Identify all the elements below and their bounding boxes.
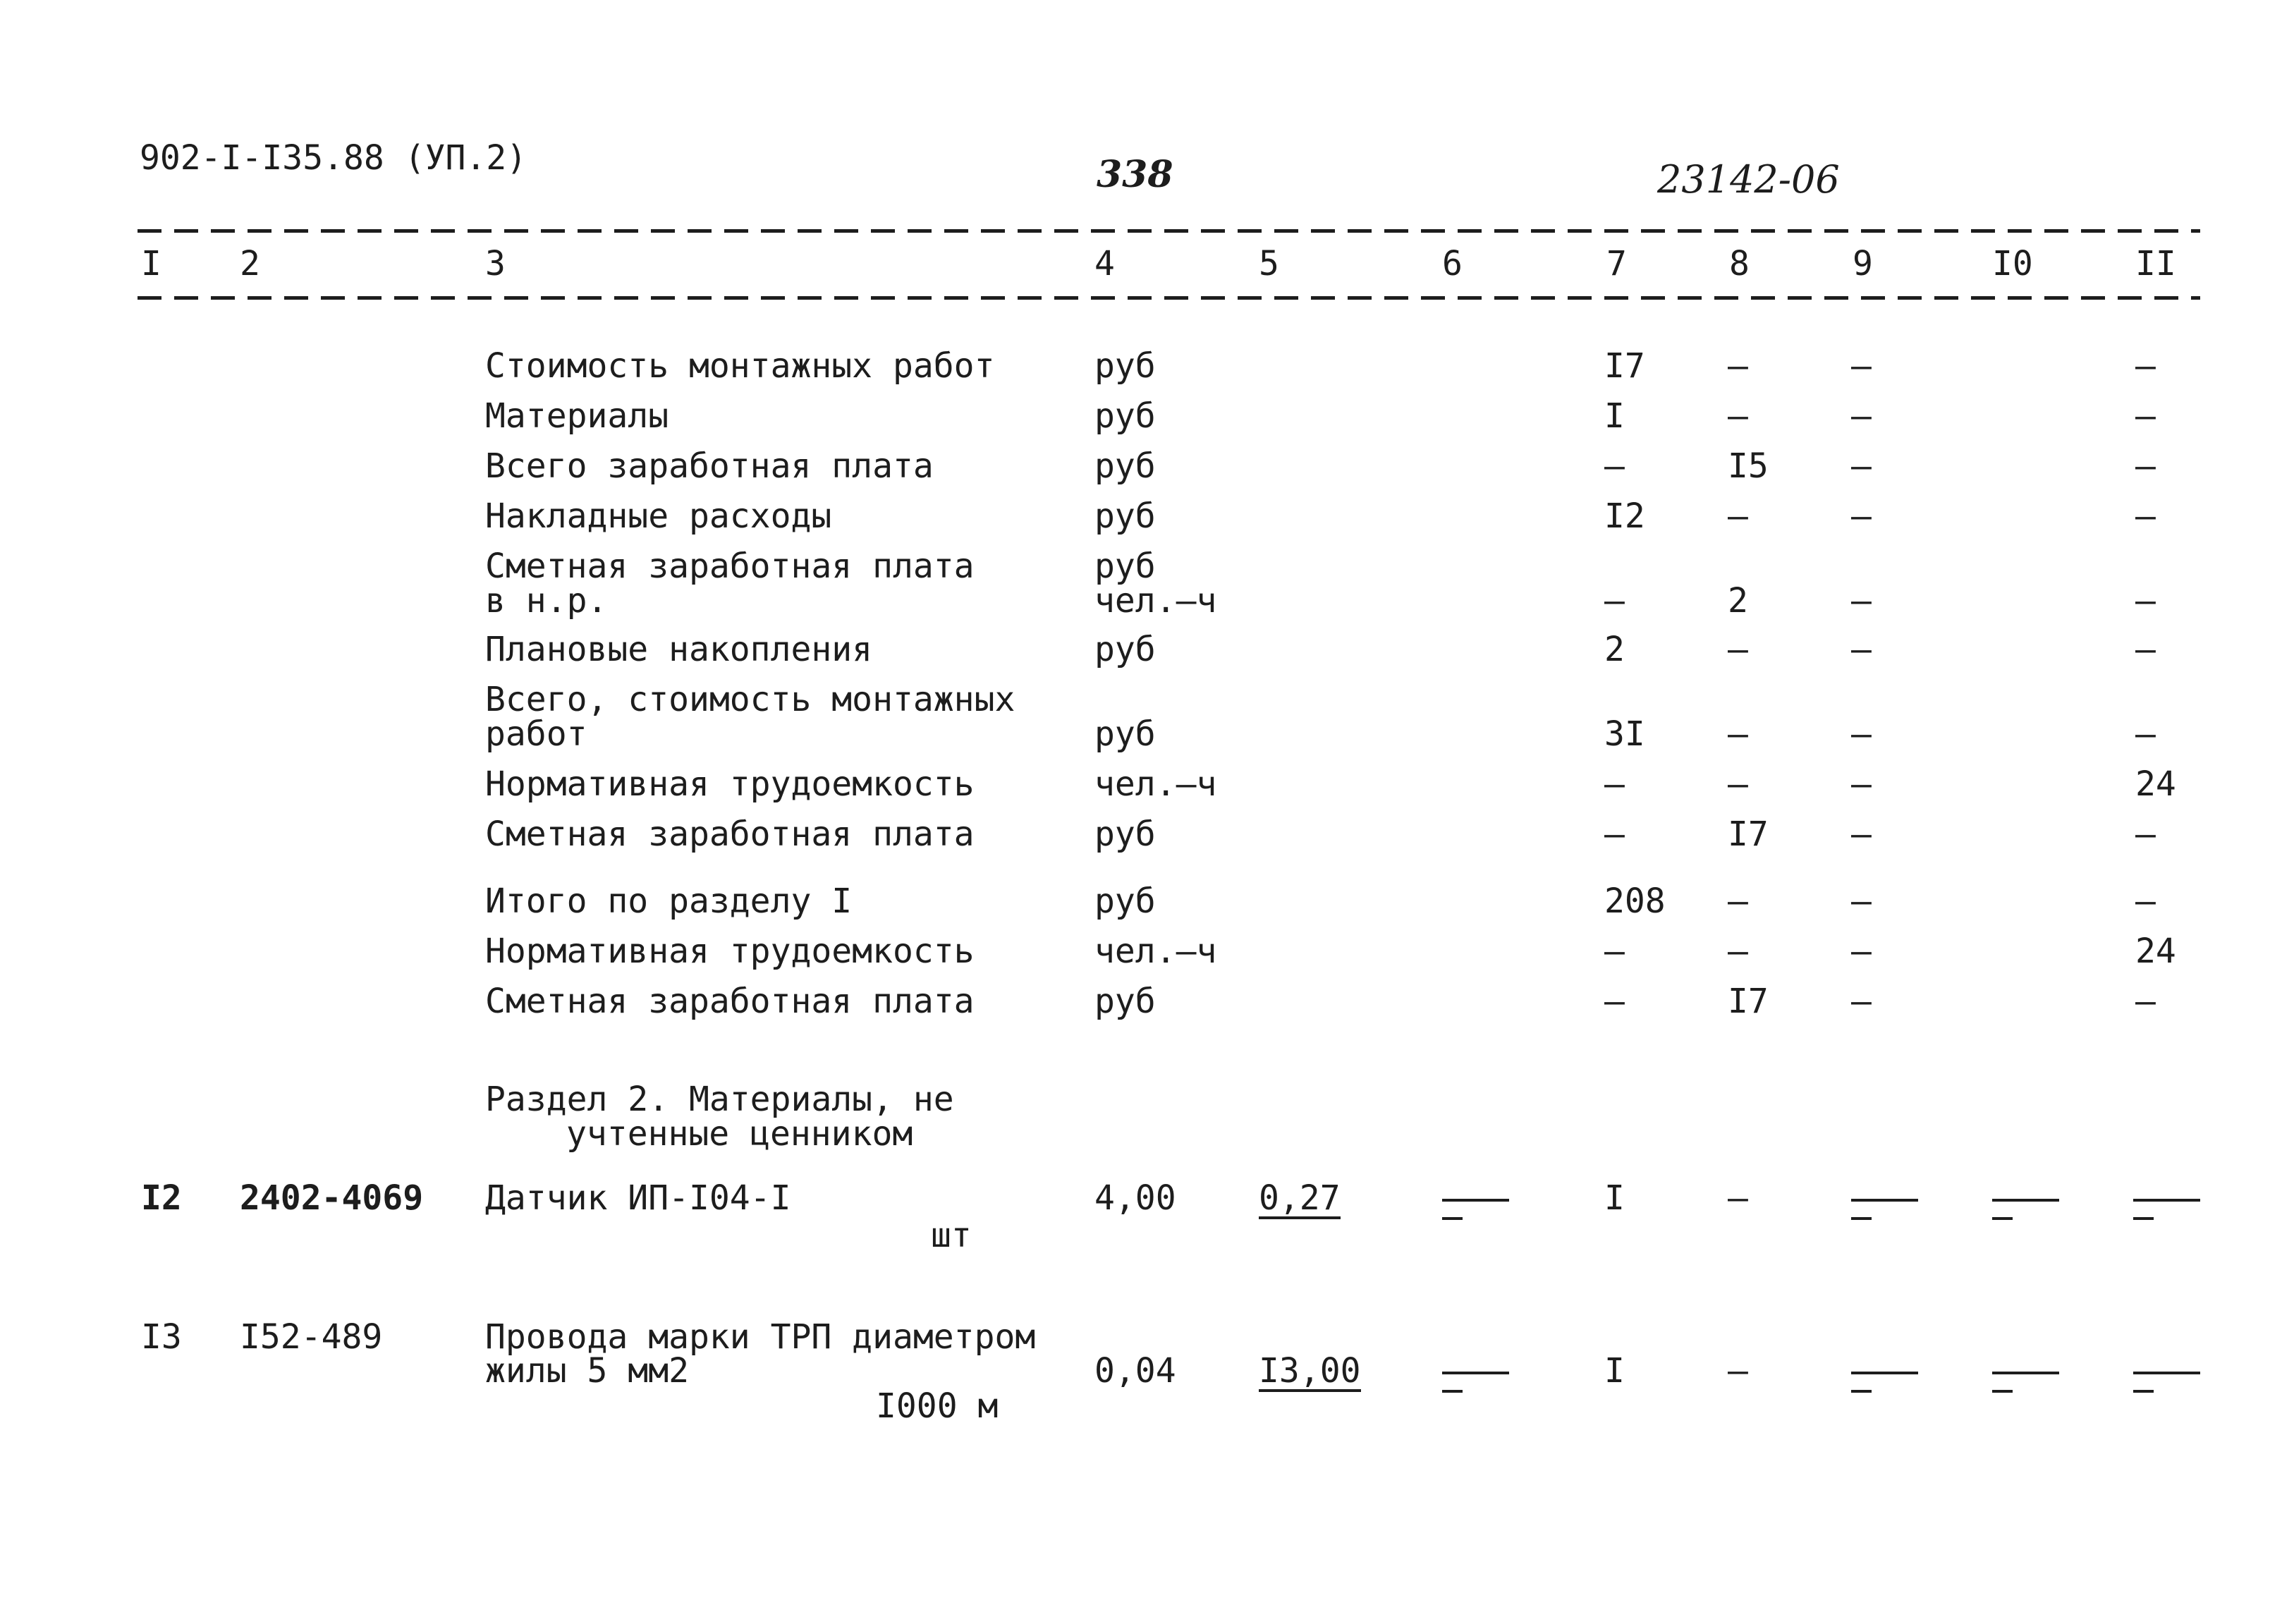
row-label: Материалы [485,396,669,436]
row-unit: руб [1094,714,1156,754]
col8-value: I7 [1728,982,1769,1021]
col6-dash-mark [1442,1364,1509,1396]
row-label: Стоимость монтажных работ [485,346,995,386]
item-code: 2402-4069 [240,1178,424,1218]
row-unit-secondary: чел.–ч [1094,581,1217,621]
section-title-continuation: учтенные ценником [566,1114,913,1154]
row-unit: руб [1094,496,1156,536]
item-number: I3 [141,1317,182,1357]
row-label: Сметная заработная плата [485,982,975,1021]
col11-value: 24 [2135,764,2176,804]
col8-value: 2 [1728,581,1748,621]
col8-value: – [1728,1351,1748,1391]
col7-value: 2 [1604,630,1625,669]
row-unit: чел.–ч [1094,764,1217,804]
col7-value: – [1604,932,1625,971]
col8-value: – [1728,1178,1748,1218]
row-unit: руб [1094,396,1156,436]
header-bottom-rule [138,296,2200,300]
col11-value: – [2135,630,2156,669]
col9-value: – [1851,581,1872,621]
col9-value: – [1851,630,1872,669]
col8-value: – [1728,630,1748,669]
item-unit: I000 м [876,1386,999,1426]
col8-value: I7 [1728,814,1769,854]
col9-value: – [1851,496,1872,536]
row-unit: руб [1094,630,1156,669]
col8-value: – [1728,932,1748,971]
col9-value: – [1851,714,1872,754]
col10-dash-mark [1992,1192,2059,1223]
col11-dash-mark [2133,1364,2200,1396]
item-name-continuation: жилы 5 мм2 [485,1351,689,1391]
col7-value: – [1604,581,1625,621]
col11-value: 24 [2135,932,2176,971]
col7-value: – [1604,982,1625,1021]
col9-dash-mark [1851,1364,1918,1396]
col7-value: I [1604,1178,1625,1218]
col8-value: – [1728,714,1748,754]
row-unit: руб [1094,446,1156,486]
row-label: Плановые накопления [485,630,873,669]
column-header: 8 [1729,244,1750,283]
col8-value: – [1728,764,1748,804]
row-unit: руб [1094,814,1156,854]
col9-value: – [1851,932,1872,971]
col7-value: I [1604,1351,1625,1391]
item-quantity: 0,04 [1094,1351,1176,1391]
col9-value: – [1851,881,1872,921]
col11-value: – [2135,581,2156,621]
row-label: Нормативная трудоемкость [485,764,975,804]
col10-dash-mark [1992,1364,2059,1396]
page-number: 338 [1097,153,1173,196]
row-label-continuation: в н.р. [485,581,608,621]
column-header: I0 [1992,244,2033,283]
document-code: 902-I-I35.88 (УП.2) [140,138,527,178]
row-label: Итого по разделу I [485,881,853,921]
row-label: Сметная заработная плата [485,814,975,854]
col7-value: I7 [1604,346,1645,386]
column-header: 2 [240,244,260,283]
col7-value: 208 [1604,881,1666,921]
row-label-continuation: работ [485,714,587,754]
row-unit: руб [1094,881,1156,921]
col8-value: I5 [1728,446,1769,486]
item-number: I2 [141,1178,182,1218]
col9-dash-mark [1851,1192,1918,1223]
col9-value: – [1851,446,1872,486]
col7-value: – [1604,446,1625,486]
handwritten-stamp: 23142-06 [1657,157,1840,202]
column-header: II [2135,244,2176,283]
col7-value: I2 [1604,496,1645,536]
col11-value: – [2135,714,2156,754]
header-top-rule [138,229,2200,233]
col9-value: – [1851,814,1872,854]
row-unit: руб [1094,547,1156,586]
column-header: 3 [485,244,506,283]
col6-dash-mark [1442,1192,1509,1223]
col8-value: – [1728,496,1748,536]
item-price: I3,00 [1259,1351,1361,1391]
col9-value: – [1851,396,1872,436]
section-title: Раздел 2. Материалы, не [485,1080,954,1119]
item-price: 0,27 [1259,1178,1341,1218]
row-unit: чел.–ч [1094,932,1217,971]
item-name: Датчик ИП-I04-I [485,1178,791,1218]
column-header: 7 [1606,244,1627,283]
item-code: I52-489 [240,1317,383,1357]
item-unit: шт [931,1216,972,1255]
row-label: Всего заработная плата [485,446,934,486]
col7-value: 3I [1604,714,1645,754]
col8-value: – [1728,881,1748,921]
column-header: I [141,244,161,283]
row-unit: руб [1094,346,1156,386]
col11-value: – [2135,496,2156,536]
col11-value: – [2135,446,2156,486]
row-label: Сметная заработная плата [485,547,975,586]
row-label: Нормативная трудоемкость [485,932,975,971]
column-header: 9 [1853,244,1873,283]
col9-value: – [1851,982,1872,1021]
column-header: 5 [1259,244,1279,283]
col9-value: – [1851,346,1872,386]
col7-value: – [1604,764,1625,804]
row-label: Накладные расходы [485,496,832,536]
col8-value: – [1728,396,1748,436]
column-header: 4 [1094,244,1115,283]
col11-value: – [2135,982,2156,1021]
row-unit: руб [1094,982,1156,1021]
col8-value: – [1728,346,1748,386]
col11-value: – [2135,881,2156,921]
item-name: Провода марки ТРП диаметром [485,1317,1036,1357]
item-quantity: 4,00 [1094,1178,1176,1218]
col7-value: – [1604,814,1625,854]
column-header: 6 [1442,244,1463,283]
col11-dash-mark [2133,1192,2200,1223]
row-label: Всего, стоимость монтажных [485,680,1015,719]
col9-value: – [1851,764,1872,804]
col11-value: – [2135,396,2156,436]
col7-value: I [1604,396,1625,436]
col11-value: – [2135,814,2156,854]
col11-value: – [2135,346,2156,386]
